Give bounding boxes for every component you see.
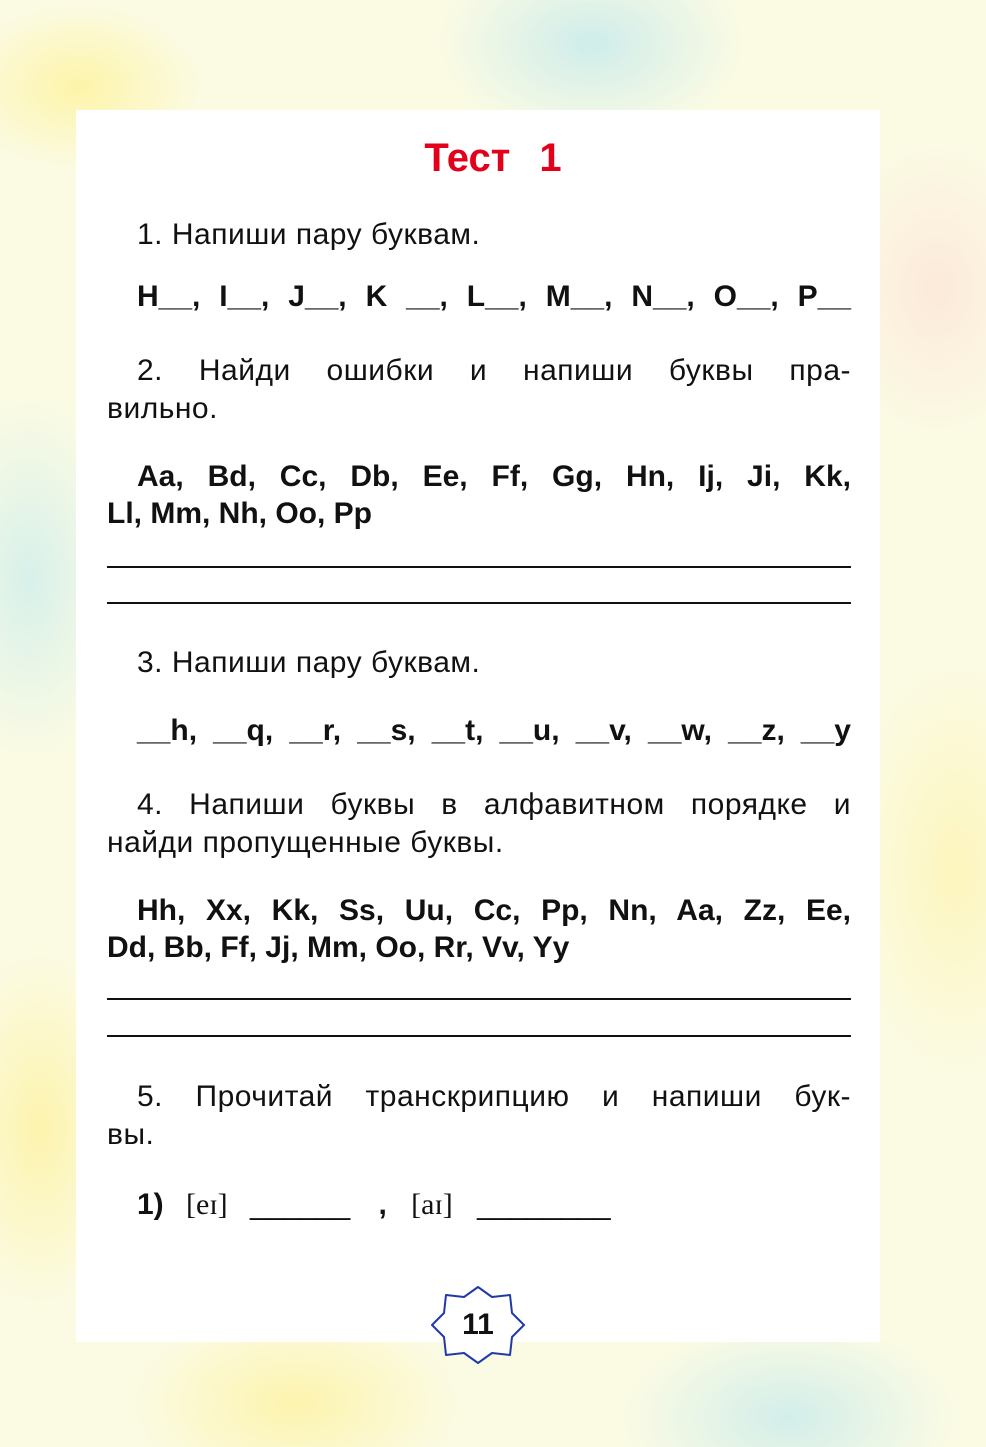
separator-comma: , — [378, 1188, 387, 1221]
answer-blank-2[interactable]: ________ — [477, 1188, 611, 1221]
page-title: Тест 1 — [424, 136, 562, 180]
task1-instruction: 1. Напиши пару буквам. — [137, 218, 481, 251]
task4-answer-line-2[interactable] — [107, 1035, 851, 1037]
task4-instruction-line1: 4. Напиши буквы в алфавитном порядке и — [137, 788, 851, 821]
task2-answer-line-2[interactable] — [107, 602, 851, 604]
task2-letters-line2: Ll, Mm, Nh, Oo, Pp — [107, 497, 372, 530]
task5-item-number: 1) — [137, 1188, 164, 1221]
task5-instruction-line1: 5. Прочитай транскрипцию и напиши бук- — [137, 1080, 851, 1113]
task1-letters: H__, I__, J__, K __, L__, M__, N__, O__, P__ — [137, 280, 851, 313]
transcription-ei: [eɪ] — [186, 1188, 228, 1221]
task2-instruction-line1: 2. Найди ошибки и напиши буквы пра- — [137, 354, 851, 387]
task4-answer-line-1[interactable] — [107, 998, 851, 1000]
task3-instruction: 3. Напиши пару буквам. — [137, 646, 481, 679]
transcription-ai: [aɪ] — [411, 1188, 453, 1221]
task3-letters: __h, __q, __r, __s, __t, __u, __v, __w, __z, __y — [137, 714, 851, 747]
answer-blank-1[interactable]: ______ — [250, 1188, 351, 1221]
page-number: 11 — [462, 1308, 494, 1341]
task2-answer-line-1[interactable] — [107, 566, 851, 568]
task2-letters-line1: Aa, Bd, Cc, Db, Ee, Ff, Gg, Hn, Ij, Ji, Kk, — [137, 460, 851, 493]
task2-instruction-line2: вильно. — [107, 392, 218, 425]
task5-instruction-line2: вы. — [107, 1118, 155, 1151]
task4-instruction-line2: найди пропущенные буквы. — [107, 826, 504, 859]
task4-letters-line1: Hh, Xx, Kk, Ss, Uu, Cc, Pp, Nn, Aa, Zz, Ee, — [137, 894, 851, 927]
task5-item-1 — [137, 1186, 851, 1224]
task4-letters-line2: Dd, Bb, Ff, Jj, Mm, Oo, Rr, Vv, Yy — [107, 931, 570, 964]
